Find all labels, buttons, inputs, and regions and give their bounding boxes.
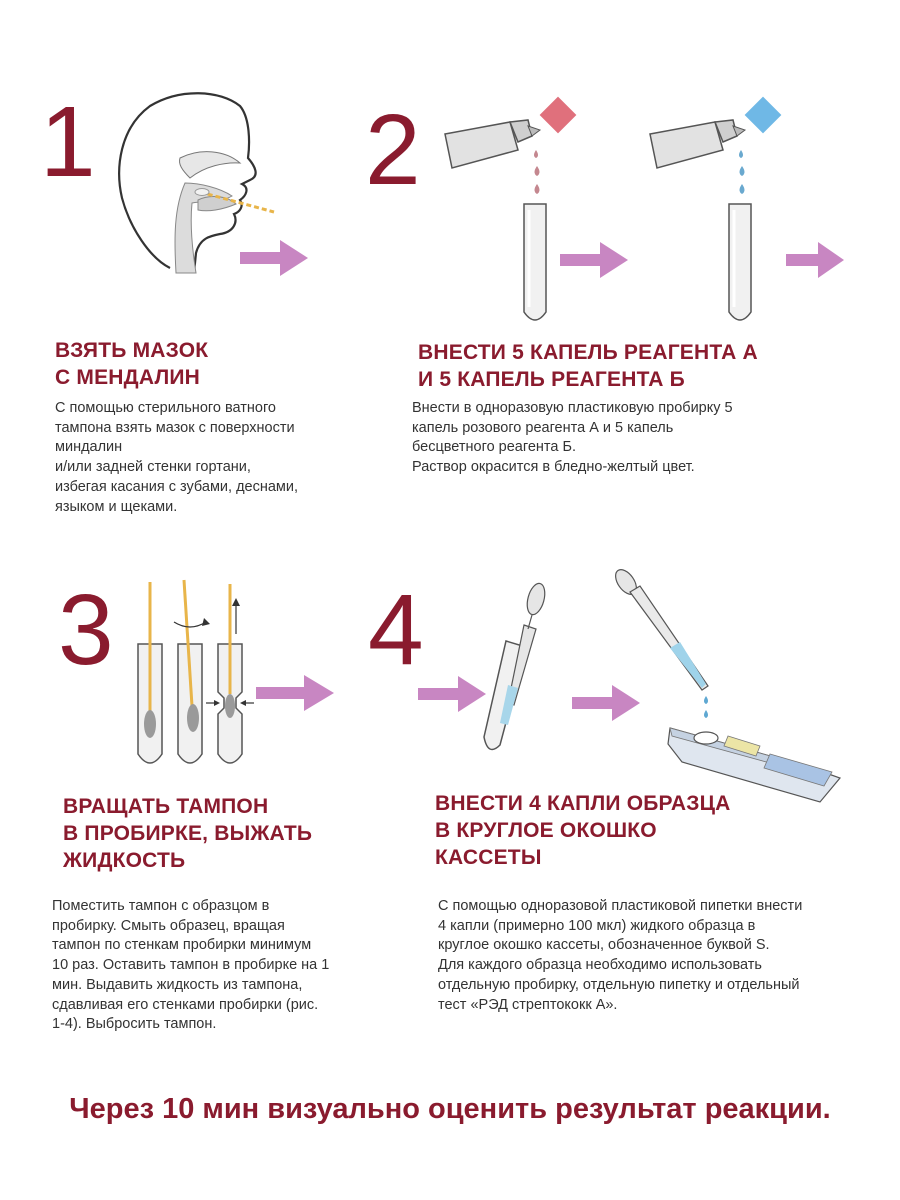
reagent-b-dropper-illustration [645,92,805,332]
step-4-number: 4 [368,574,424,686]
step-3-description: Поместить тампон с образцом в пробирку. Смыть образец, вращая тампон по стенкам пробирки минимум 10 раз. Оставить тампон в пробирке на 1 мин. Выдавить жидкость из тампона, сдавливая его стенками пробирки (рис. 1-4). Выбросить тампон. [52,898,330,1033]
arrow-icon [560,240,630,280]
tube-with-pipette-illustration [478,585,568,765]
step-4-description: С помощью одноразовой пластиковой пипетки внести 4 капли (примерно 100 мкл) жидкого образца в круглое окошко кассеты, обозначенное буквой S. Для каждого образца необходимо использовать отдельную пробирку, отдельную пипетку и отдельный тест «РЭД стрептококк А». [438,898,803,1013]
step-2-number: 2 [365,94,421,206]
arrow-icon [256,673,336,713]
step-4-title: ВНЕСТИ 4 КАПЛИ ОБРАЗЦА В КРУГЛОЕ ОКОШКО КАССЕТЫ [435,792,731,869]
arrow-icon [240,238,310,278]
step-2-title: ВНЕСТИ 5 КАПЕЛЬ РЕАГЕНТА А И 5 КАПЕЛЬ РЕАГЕНТА Б [418,341,758,391]
swab-rotate-illustration [130,574,260,774]
step-3-title: ВРАЩАТЬ ТАМПОН В ПРОБИРКЕ, ВЫЖАТЬ ЖИДКОСТЬ [63,795,313,872]
step-3-number: 3 [58,574,114,686]
step-1-number: 1 [40,86,96,198]
pipette-cassette-illustration [610,568,840,808]
arrow-icon [786,240,846,280]
step-1-description: С помощью стерильного ватного тампона взять мазок с поверхности миндалин и/или задней стенки гортани, избегая касания с зубами, деснами, языком и щеками. [55,400,299,515]
step-1-title: ВЗЯТЬ МАЗОК С МЕНДАЛИН [55,339,209,389]
footer-instruction: Через 10 мин визуально оценить результат реакции. [69,1093,831,1125]
reagent-a-dropper-illustration [440,92,600,332]
step-2-description: Внести в одноразовую пластиковую пробирку 5 капель розового реагента А и 5 капель бесцветного реагента Б. Раствор окрасится в бледно-желтый цвет. [412,400,733,476]
